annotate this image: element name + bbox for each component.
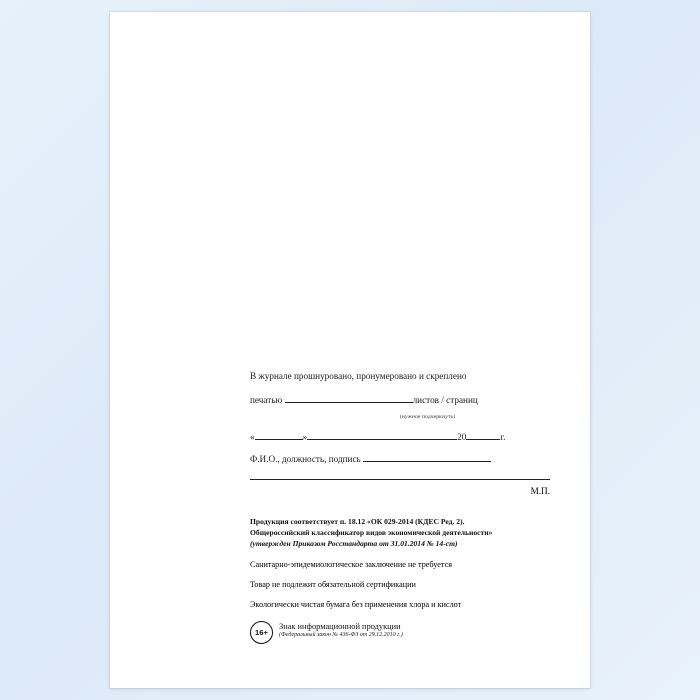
quote-close: » [302, 431, 308, 442]
age-rating-icon: 16+ [250, 621, 273, 644]
quote-open: « [250, 431, 255, 442]
paper-note: Экологически чистая бумага без применения хлора и кислот [250, 599, 462, 609]
age-badge-title: Знак информационной продукции [279, 621, 401, 631]
certification-line-1: В журнале прошнуровано, пронумеровано и скреплено [250, 371, 467, 381]
sanitary-note: Санитарно-эпидемиологическое заключение не требуется [250, 559, 452, 569]
underline-hint: (нужное подчеркнуть) [400, 413, 456, 420]
age-badge-row [250, 620, 550, 644]
age-badge-law: (Федеральный закон № 436-ФЗ от 29.12.2010 г.) [279, 631, 403, 638]
underline-hint-row [250, 405, 550, 423]
okved-line-2: Общероссийский классификатор видов экономической деятельности» [250, 527, 493, 537]
certification-note: Товар не подлежит обязательной сертификации [250, 579, 416, 589]
okved-line-1: Продукция соответствует п. 18.12 «ОК 029-2014 (КДЕС Ред. 2). [250, 516, 465, 526]
signature-label: Ф.И.О., должность, подпись [250, 454, 361, 465]
document-content [250, 370, 550, 644]
document-page [110, 12, 590, 688]
signature-rule[interactable] [250, 469, 550, 480]
year-field[interactable] [466, 431, 500, 440]
okved-line-3: (утвержден Приказом Росстандарта от 31.01.2014 № 14-ст) [250, 538, 458, 548]
day-field[interactable] [255, 431, 303, 440]
stamp-mark: М.П. [530, 485, 550, 496]
month-field[interactable] [307, 431, 457, 440]
date-line [250, 431, 550, 443]
year-prefix: 20 [457, 431, 467, 442]
year-suffix: г. [500, 431, 506, 442]
seal-label: печатью [250, 395, 283, 406]
age-badge-text [279, 620, 403, 638]
sheets-label: листов / страниц [412, 395, 478, 406]
sheets-count-field[interactable] [285, 395, 413, 404]
signature-line [250, 453, 550, 465]
signature-field[interactable] [363, 453, 491, 462]
okved-paragraph [250, 516, 550, 549]
